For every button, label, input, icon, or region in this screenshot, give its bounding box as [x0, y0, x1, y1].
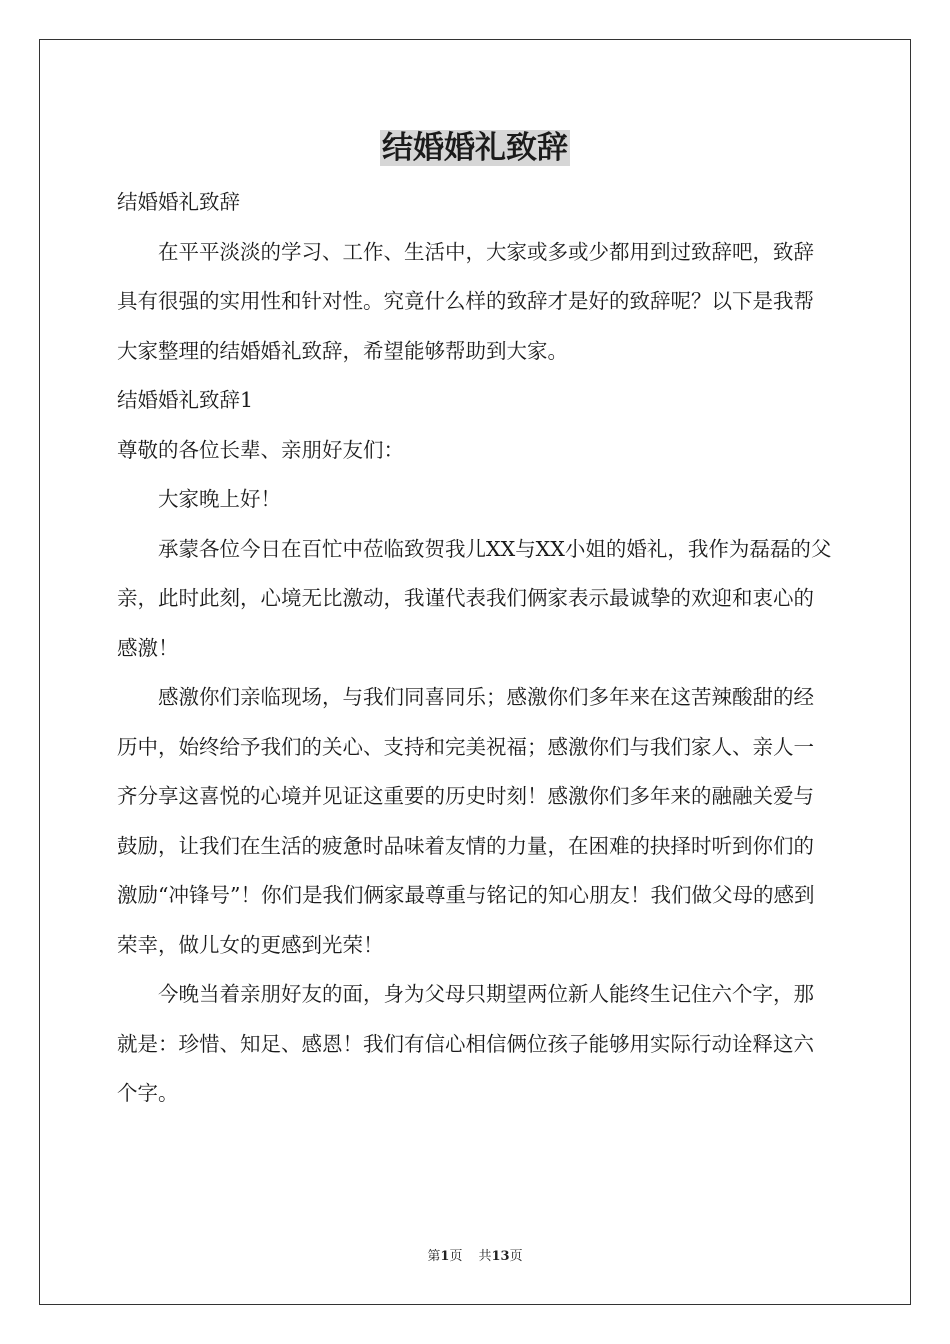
- body-paragraph: 承蒙各位今日在百忙中莅临致贺我儿XX与XX小姐的婚礼，我作为磊磊的父亲，此时此刻，心境无比激动，我谨代表我们俩家表示最诚挚的欢迎和衷心的感激！: [117, 536, 832, 660]
- page-footer: [0, 1248, 950, 1266]
- body-paragraph: 结婚婚礼致辞: [117, 190, 240, 214]
- total-pages: 13: [491, 1249, 510, 1264]
- salutation: 尊敬的各位长辈、亲朋好友们：: [117, 437, 404, 462]
- page-label-prefix: 第: [427, 1249, 441, 1264]
- page-number: 1: [440, 1249, 450, 1264]
- greeting: 大家晚上好！: [158, 487, 281, 511]
- total-label-prefix: 共: [478, 1249, 492, 1264]
- section-heading: 结婚婚礼致辞1: [117, 388, 254, 412]
- body-paragraph: 感激你们亲临现场，与我们同喜同乐；感激你们多年来在这苦辣酸甜的经历中，始终给予我们的关心、支持和完美祝福；感激你们与我们家人、亲人一齐分享这喜悦的心境并见证这重要的历史时刻！感激你们多年来的融融关爱与鼓励，让我们在生活的疲惫时品味着友情的力量，在困难的抉择时听到你们的激励“冲锋号”！你们是我们俩家最尊重与铭记的知心朋友！我们做父母的感到荣幸，做儿女的更感到光荣！: [117, 685, 815, 957]
- page-label-suffix: 页: [449, 1249, 463, 1264]
- body-paragraph: 今晚当着亲朋好友的面，身为父母只期望两位新人能终生记住六个字，那就是：珍惜、知足、感恩！我们有信心相信俩位孩子能够用实际行动诠释这六个字。: [117, 982, 814, 1105]
- document-body: [117, 178, 833, 1119]
- document-title: [0, 126, 950, 170]
- total-label-suffix: 页: [509, 1249, 523, 1264]
- document-title-text: 结婚婚礼致辞: [382, 130, 568, 166]
- body-paragraph: 在平平淡淡的学习、工作、生活中，大家或多或少都用到过致辞吧，致辞具有很强的实用性和针对性。究竟什么样的致辞才是好的致辞呢？以下是我帮大家整理的结婚婚礼致辞，希望能够帮助到大家。: [117, 239, 814, 363]
